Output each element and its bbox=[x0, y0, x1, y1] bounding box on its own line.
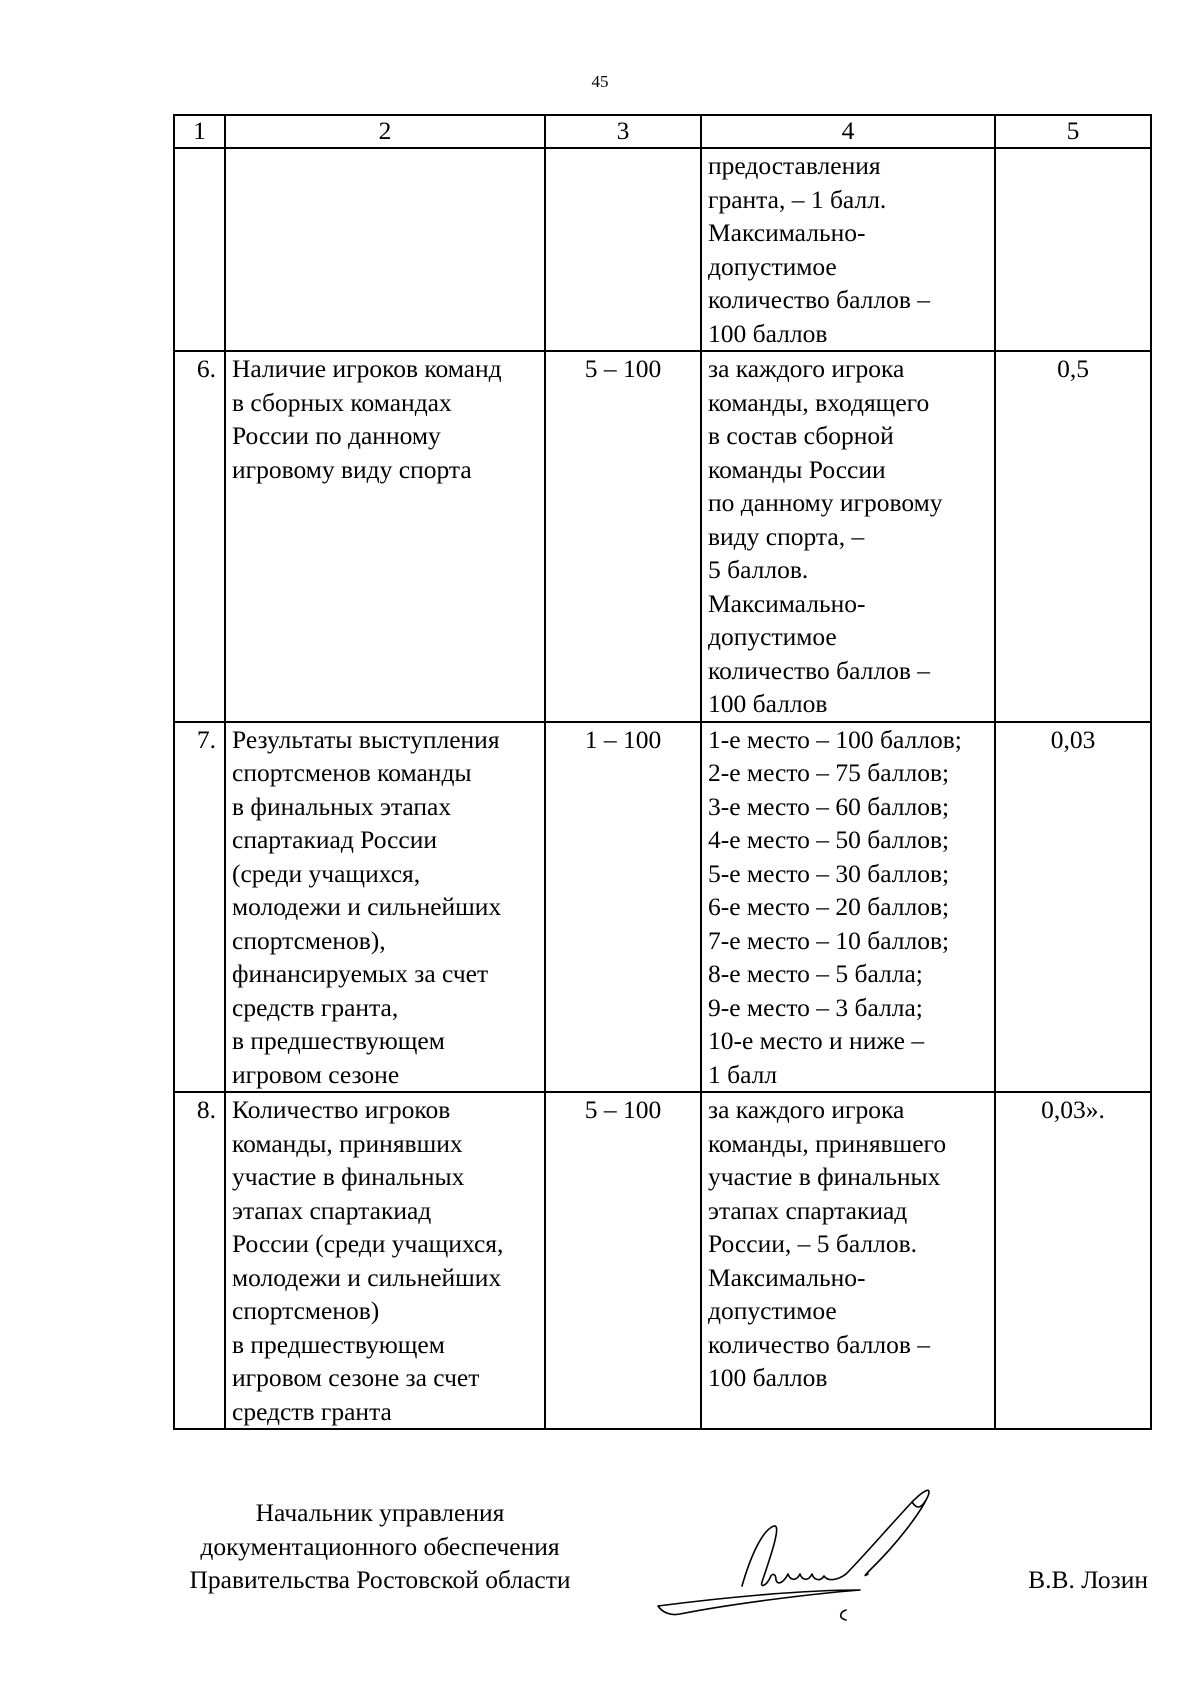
coefficient-cell: 0,03». bbox=[995, 1092, 1151, 1429]
criterion-cell: Результаты выступления спортсменов команды в финальных этапах спартакиад России (среди учащихся, молодежи и сильнейших спортсменов), финансируемых за счет средств гранта, в предшествующем игровом сезоне bbox=[225, 722, 545, 1093]
column-header: 1 bbox=[174, 115, 225, 148]
criteria-table bbox=[173, 114, 1152, 1430]
coefficient-cell: 0,03 bbox=[995, 722, 1151, 1093]
column-header: 4 bbox=[701, 115, 995, 148]
range-cell bbox=[545, 148, 701, 351]
column-header: 5 bbox=[995, 115, 1151, 148]
range-cell: 5 – 100 bbox=[545, 351, 701, 722]
signature-image bbox=[650, 1478, 980, 1628]
page-number: 45 bbox=[591, 72, 609, 91]
row-number bbox=[174, 148, 225, 351]
signatory-position: Начальник управления документационного обеспечения Правительства Ростовской области bbox=[189, 1498, 571, 1594]
criterion-cell: Количество игроков команды, принявших участие в финальных этапах спартакиад России (среди учащихся, молодежи и сильнейших спортсменов) в предшествующем игровом сезоне за счет средств гранта bbox=[225, 1092, 545, 1429]
range-cell: 1 – 100 bbox=[545, 722, 701, 1093]
range-cell: 5 – 100 bbox=[545, 1092, 701, 1429]
row-number: 7. bbox=[174, 722, 225, 1093]
coefficient-cell: 0,5 bbox=[995, 351, 1151, 722]
row-number: 6. bbox=[174, 351, 225, 722]
table-row bbox=[174, 148, 1151, 351]
table-row bbox=[174, 351, 1151, 722]
row-number: 8. bbox=[174, 1092, 225, 1429]
table-header-row bbox=[174, 115, 1151, 148]
method-cell: 1-е место – 100 баллов; 2-е место – 75 баллов; 3-е место – 60 баллов; 4-е место – 50 баллов; 5-е место – 30 баллов; 6-е место – 20 баллов; 7-е место – 10 баллов; 8-е место – 5 балла; 9-е место – 3 балла; 10-е место и ниже – 1 балл bbox=[701, 722, 995, 1093]
criterion-cell: Наличие игроков команд в сборных командах России по данному игровому виду спорта bbox=[225, 351, 545, 722]
signatory-name: В.В. Лозин bbox=[1028, 1565, 1148, 1594]
table-row bbox=[174, 722, 1151, 1093]
method-cell: предоставления гранта, – 1 балл. Максимально- допустимое количество баллов – 100 баллов bbox=[701, 148, 995, 351]
coefficient-cell bbox=[995, 148, 1151, 351]
method-cell: за каждого игрока команды, входящего в состав сборной команды России по данному игровому виду спорта, – 5 баллов. Максимально- допустимое количество баллов – 100 баллов bbox=[701, 351, 995, 722]
criterion-cell bbox=[225, 148, 545, 351]
column-header: 2 bbox=[225, 115, 545, 148]
column-header: 3 bbox=[545, 115, 701, 148]
table-row bbox=[174, 1092, 1151, 1429]
method-cell: за каждого игрока команды, принявшего участие в финальных этапах спартакиад России, – 5 баллов. Максимально- допустимое количество баллов – 100 баллов bbox=[701, 1092, 995, 1429]
